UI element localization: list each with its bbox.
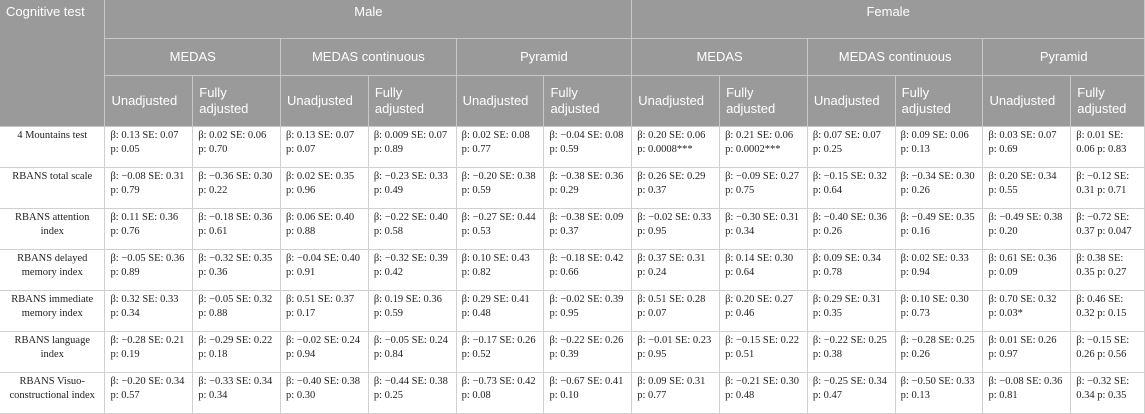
header-row-adjustment bbox=[0, 76, 1145, 127]
table-cell: β: −0.04 SE: 0.08 p: 0.59 bbox=[544, 127, 632, 168]
table-cell: β: 0.51 SE: 0.28 p: 0.07 bbox=[632, 291, 720, 332]
table-cell: β: 0.32 SE: 0.33 p: 0.34 bbox=[105, 291, 193, 332]
table-cell: β: 0.70 SE: 0.32 p: 0.03* bbox=[983, 291, 1071, 332]
header-unadjusted: Unadjusted bbox=[632, 76, 720, 127]
table-cell: β: 0.02 SE: 0.35 p: 0.96 bbox=[281, 168, 369, 209]
header-fully-adjusted: Fully adjusted bbox=[720, 76, 808, 127]
row-label: 4 Mountains test bbox=[0, 127, 105, 168]
header-female-medas: MEDAS bbox=[632, 39, 808, 76]
header-fully-adjusted: Fully adjusted bbox=[895, 76, 983, 127]
header-row-model bbox=[0, 39, 1145, 76]
table-cell: β: −0.49 SE: 0.38 p: 0.20 bbox=[983, 209, 1071, 250]
row-label: RBANS total scale bbox=[0, 168, 105, 209]
table-row bbox=[0, 332, 1145, 373]
table-cell: β: −0.21 SE: 0.30 p: 0.48 bbox=[720, 373, 808, 414]
table-cell: β: −0.28 SE: 0.21 p: 0.19 bbox=[105, 332, 193, 373]
table-cell: β: 0.37 SE: 0.31 p: 0.24 bbox=[632, 250, 720, 291]
table-cell: β: 0.01 SE: 0.26 p: 0.97 bbox=[983, 332, 1071, 373]
table-cell: β: 0.02 SE: 0.33 p: 0.94 bbox=[895, 250, 983, 291]
header-fully-adjusted: Fully adjusted bbox=[544, 76, 632, 127]
table-row bbox=[0, 373, 1145, 414]
header-male-pyramid: Pyramid bbox=[456, 39, 632, 76]
row-label: RBANS delayed memory index bbox=[0, 250, 105, 291]
table-cell: β: −0.32 SE: 0.35 p: 0.36 bbox=[193, 250, 281, 291]
table-cell: β: 0.51 SE: 0.37 p: 0.17 bbox=[281, 291, 369, 332]
table-cell: β: −0.36 SE: 0.30 p: 0.22 bbox=[193, 168, 281, 209]
header-female: Female bbox=[632, 0, 1145, 39]
table-cell: β: −0.17 SE: 0.26 p: 0.52 bbox=[456, 332, 544, 373]
table-cell: β: 0.29 SE: 0.41 p: 0.48 bbox=[456, 291, 544, 332]
row-label: RBANS attention index bbox=[0, 209, 105, 250]
table-cell: β: −0.67 SE: 0.41 p: 0.10 bbox=[544, 373, 632, 414]
table-cell: β: 0.20 SE: 0.06 p: 0.0008*** bbox=[632, 127, 720, 168]
table-cell: β: 0.01 SE: 0.06 p: 0.83 bbox=[1071, 127, 1145, 168]
table-cell: β: 0.09 SE: 0.34 p: 0.78 bbox=[807, 250, 895, 291]
table-cell: β: 0.14 SE: 0.30 p: 0.64 bbox=[720, 250, 808, 291]
table-cell: β: −0.15 SE: 0.26 p: 0.56 bbox=[1071, 332, 1145, 373]
header-female-pyramid: Pyramid bbox=[983, 39, 1145, 76]
table-row bbox=[0, 209, 1145, 250]
table-cell: β: 0.29 SE: 0.31 p: 0.35 bbox=[807, 291, 895, 332]
header-fully-adjusted: Fully adjusted bbox=[368, 76, 456, 127]
table-cell: β: 0.11 SE: 0.36 p: 0.76 bbox=[105, 209, 193, 250]
table-cell: β: 0.21 SE: 0.06 p: 0.0002*** bbox=[720, 127, 808, 168]
header-male: Male bbox=[105, 0, 632, 39]
table-cell: β: 0.10 SE: 0.30 p: 0.73 bbox=[895, 291, 983, 332]
table-cell: β: −0.34 SE: 0.30 p: 0.26 bbox=[895, 168, 983, 209]
table-cell: β: 0.38 SE: 0.35 p: 0.27 bbox=[1071, 250, 1145, 291]
table-cell: β: −0.73 SE: 0.42 p: 0.08 bbox=[456, 373, 544, 414]
table-cell: β: 0.20 SE: 0.34 p: 0.55 bbox=[983, 168, 1071, 209]
header-male-medas: MEDAS bbox=[105, 39, 281, 76]
table-cell: β: −0.22 SE: 0.26 p: 0.39 bbox=[544, 332, 632, 373]
table-cell: β: 0.19 SE: 0.36 p: 0.59 bbox=[368, 291, 456, 332]
table-cell: β: 0.09 SE: 0.06 p: 0.13 bbox=[895, 127, 983, 168]
table-row bbox=[0, 127, 1145, 168]
table-cell: β: −0.72 SE: 0.37 p: 0.047 bbox=[1071, 209, 1145, 250]
table-cell: β: −0.38 SE: 0.36 p: 0.29 bbox=[544, 168, 632, 209]
table-cell: β: −0.09 SE: 0.27 p: 0.75 bbox=[720, 168, 808, 209]
table-cell: β: −0.05 SE: 0.32 p: 0.88 bbox=[193, 291, 281, 332]
table-row bbox=[0, 168, 1145, 209]
table-cell: β: −0.18 SE: 0.42 p: 0.66 bbox=[544, 250, 632, 291]
table-cell: β: 0.06 SE: 0.40 p: 0.88 bbox=[281, 209, 369, 250]
table-cell: β: 0.07 SE: 0.07 p: 0.25 bbox=[807, 127, 895, 168]
table-cell: β: −0.05 SE: 0.36 p: 0.89 bbox=[105, 250, 193, 291]
row-label: RBANS Visuo-constructional index bbox=[0, 373, 105, 414]
table-cell: β: −0.22 SE: 0.25 p: 0.38 bbox=[807, 332, 895, 373]
table-cell: β: −0.33 SE: 0.34 p: 0.34 bbox=[193, 373, 281, 414]
table-cell: β: −0.08 SE: 0.31 p: 0.79 bbox=[105, 168, 193, 209]
table-cell: β: −0.02 SE: 0.24 p: 0.94 bbox=[281, 332, 369, 373]
header-female-medas-continuous: MEDAS continuous bbox=[807, 39, 983, 76]
table-cell: β: −0.49 SE: 0.35 p: 0.16 bbox=[895, 209, 983, 250]
header-fully-adjusted: Fully adjusted bbox=[1071, 76, 1145, 127]
header-fully-adjusted: Fully adjusted bbox=[193, 76, 281, 127]
table-cell: β: 0.61 SE: 0.36 p: 0.09 bbox=[983, 250, 1071, 291]
table-cell: β: −0.02 SE: 0.33 p: 0.95 bbox=[632, 209, 720, 250]
header-male-medas-continuous: MEDAS continuous bbox=[281, 39, 457, 76]
table-row bbox=[0, 250, 1145, 291]
table-cell: β: 0.03 SE: 0.07 p: 0.69 bbox=[983, 127, 1071, 168]
table-cell: β: 0.009 SE: 0.07 p: 0.89 bbox=[368, 127, 456, 168]
header-unadjusted: Unadjusted bbox=[983, 76, 1071, 127]
table-cell: β: −0.12 SE: 0.31 p: 0.71 bbox=[1071, 168, 1145, 209]
table-cell: β: −0.01 SE: 0.23 p: 0.95 bbox=[632, 332, 720, 373]
header-unadjusted: Unadjusted bbox=[281, 76, 369, 127]
table-cell: β: −0.25 SE: 0.34 p: 0.47 bbox=[807, 373, 895, 414]
table-cell: β: −0.02 SE: 0.39 p: 0.95 bbox=[544, 291, 632, 332]
table-cell: β: −0.05 SE: 0.24 p: 0.84 bbox=[368, 332, 456, 373]
table-row bbox=[0, 291, 1145, 332]
table-cell: β: −0.15 SE: 0.32 p: 0.64 bbox=[807, 168, 895, 209]
table-cell: β: −0.04 SE: 0.40 p: 0.91 bbox=[281, 250, 369, 291]
header-cognitive-test: Cognitive test bbox=[0, 0, 105, 127]
row-label: RBANS immediate memory index bbox=[0, 291, 105, 332]
table-cell: β: 0.09 SE: 0.31 p: 0.77 bbox=[632, 373, 720, 414]
table-cell: β: −0.30 SE: 0.31 p: 0.34 bbox=[720, 209, 808, 250]
table-cell: β: −0.40 SE: 0.36 p: 0.26 bbox=[807, 209, 895, 250]
table-cell: β: 0.13 SE: 0.07 p: 0.05 bbox=[105, 127, 193, 168]
table-cell: β: −0.50 SE: 0.33 p: 0.13 bbox=[895, 373, 983, 414]
table-cell: β: −0.44 SE: 0.38 p: 0.25 bbox=[368, 373, 456, 414]
table-cell: β: −0.28 SE: 0.25 p: 0.26 bbox=[895, 332, 983, 373]
table-cell: β: 0.10 SE: 0.43 p: 0.82 bbox=[456, 250, 544, 291]
table-cell: β: −0.22 SE: 0.40 p: 0.58 bbox=[368, 209, 456, 250]
table-cell: β: 0.02 SE: 0.06 p: 0.70 bbox=[193, 127, 281, 168]
table-cell: β: 0.13 SE: 0.07 p: 0.07 bbox=[281, 127, 369, 168]
header-row-sex bbox=[0, 0, 1145, 39]
table-cell: β: −0.23 SE: 0.33 p: 0.49 bbox=[368, 168, 456, 209]
table-cell: β: 0.02 SE: 0.08 p: 0.77 bbox=[456, 127, 544, 168]
table-cell: β: 0.26 SE: 0.29 p: 0.37 bbox=[632, 168, 720, 209]
table-cell: β: 0.46 SE: 0.32 p: 0.15 bbox=[1071, 291, 1145, 332]
table-cell: β: −0.20 SE: 0.34 p: 0.57 bbox=[105, 373, 193, 414]
table-cell: β: −0.32 SE: 0.39 p: 0.42 bbox=[368, 250, 456, 291]
row-label: RBANS language index bbox=[0, 332, 105, 373]
table-cell: β: −0.38 SE: 0.09 p: 0.37 bbox=[544, 209, 632, 250]
table-cell: β: −0.29 SE: 0.22 p: 0.18 bbox=[193, 332, 281, 373]
table-cell: β: −0.40 SE: 0.38 p: 0.30 bbox=[281, 373, 369, 414]
table-cell: β: −0.20 SE: 0.38 p: 0.59 bbox=[456, 168, 544, 209]
table-cell: β: −0.08 SE: 0.36 p: 0.81 bbox=[983, 373, 1071, 414]
header-unadjusted: Unadjusted bbox=[807, 76, 895, 127]
table-cell: β: −0.15 SE: 0.22 p: 0.51 bbox=[720, 332, 808, 373]
header-unadjusted: Unadjusted bbox=[456, 76, 544, 127]
table-cell: β: −0.32 SE: 0.34 p: 0.35 bbox=[1071, 373, 1145, 414]
table-cell: β: −0.18 SE: 0.36 p: 0.61 bbox=[193, 209, 281, 250]
table-cell: β: 0.20 SE: 0.27 p: 0.46 bbox=[720, 291, 808, 332]
header-unadjusted: Unadjusted bbox=[105, 76, 193, 127]
table-cell: β: −0.27 SE: 0.44 p: 0.53 bbox=[456, 209, 544, 250]
